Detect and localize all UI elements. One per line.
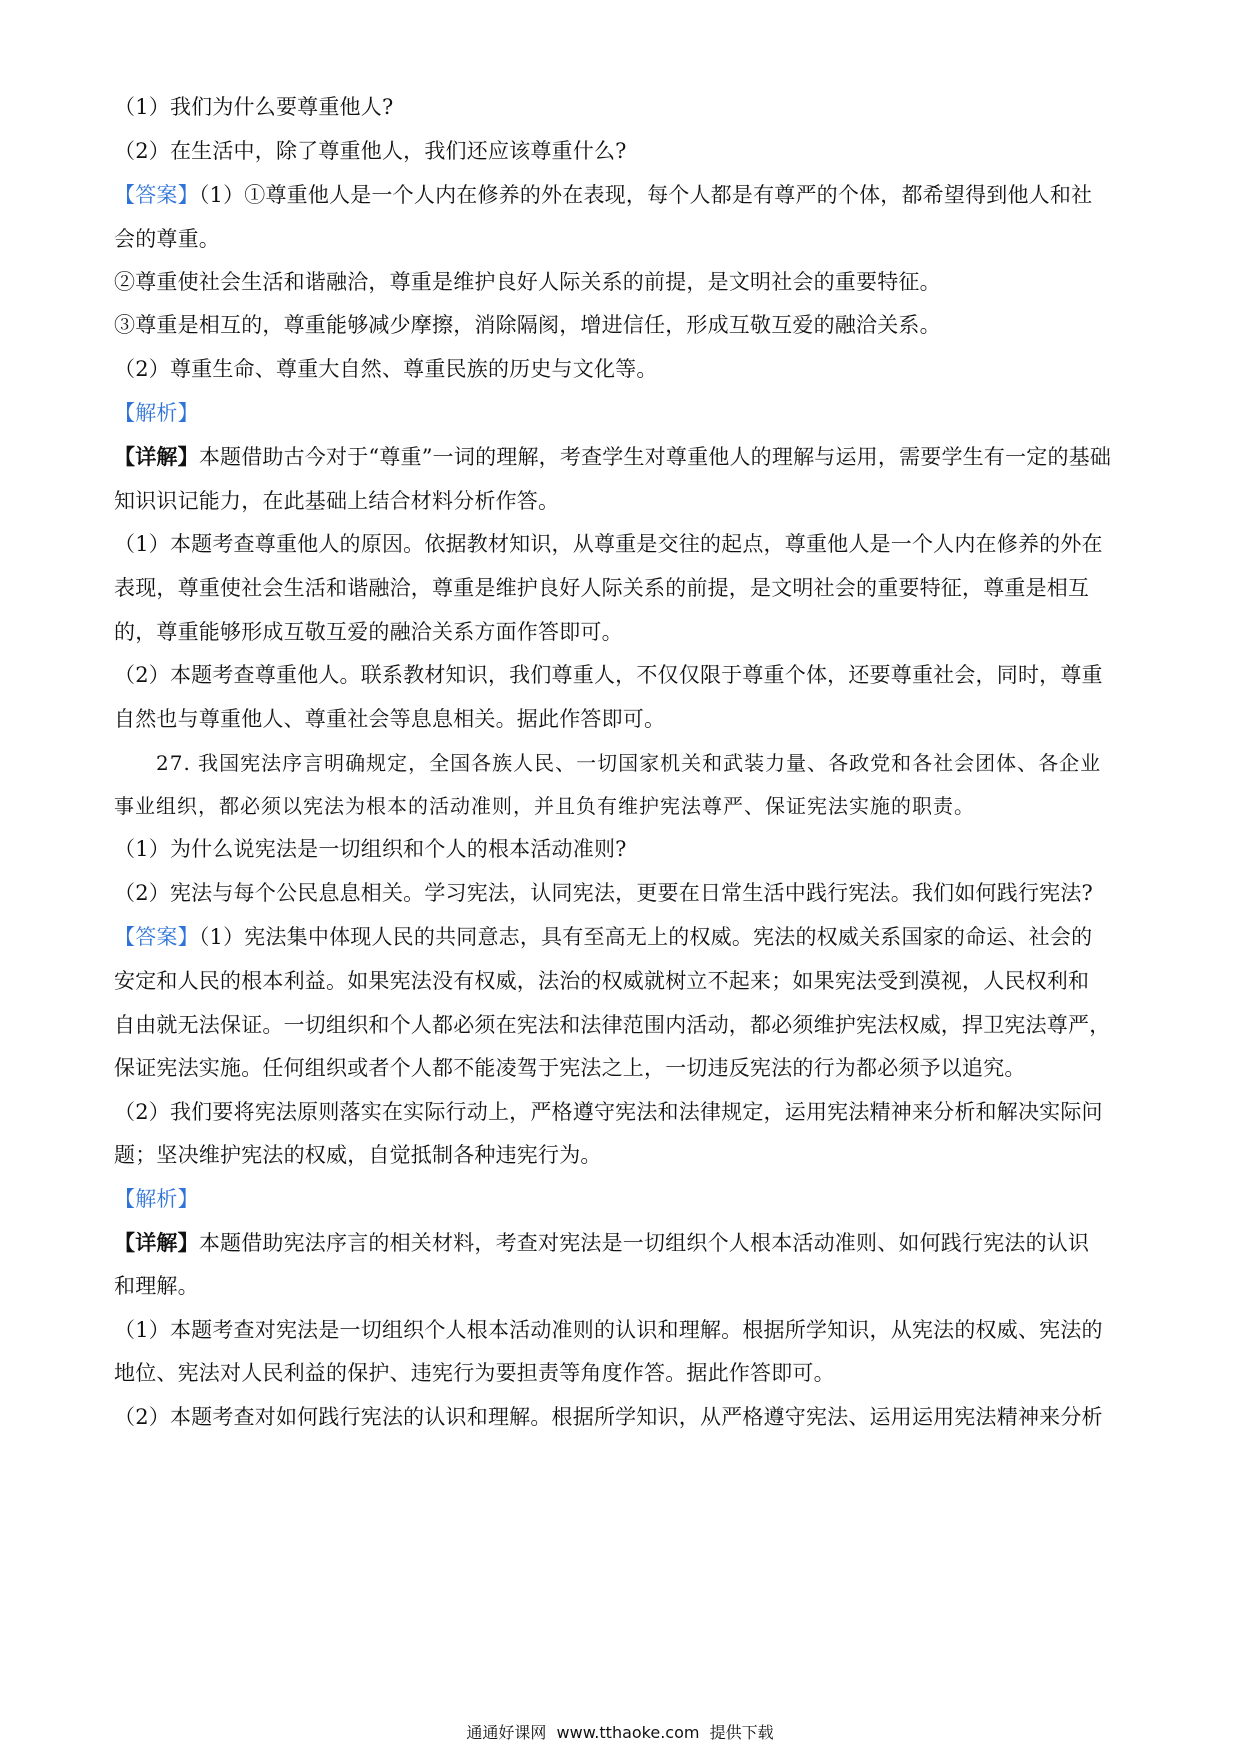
footer-suffix: 提供下载 [709,1723,774,1742]
detail-line-2: 知识识记能力，在此基础上结合材料分析作答。 [114,489,560,513]
answer-line-3: ②尊重使社会生活和谐融洽，尊重是维护良好人际关系的前提，是文明社会的重要特征。 [114,270,941,294]
detail-tag: 【详解】 [114,1230,199,1255]
answer-27-line-4: 保证宪法实施。任何组织或者个人都不能凌驾于宪法之上，一切违反宪法的行为都必须予以追究。 [114,1056,1026,1080]
analysis-27-heading [114,1184,1134,1214]
detail-line-5: 的，尊重能够形成互敬互爱的融洽关系方面作答即可。 [114,620,623,644]
detail-text: 本题借助宪法序言的相关材料，考查对宪法是一切组织个人根本活动准则、如何践行宪法的认识 [198,1231,1090,1255]
answer-27-line-2: 安定和人民的根本利益。如果宪法没有权威，法治的权威就树立不起来；如果宪法受到漠视，人民权利和 [114,969,1090,993]
question-27-line-2: 事业组织，都必须以宪法为根本的活动准则，并且负有维护宪法尊严、保证宪法实施的职责。 [114,794,975,818]
detail-tag: 【详解】 [114,444,199,469]
detail-27-line-2: 和理解。 [114,1274,199,1298]
question-2: （2）在生活中，除了尊重他人，我们还应该尊重什么? [114,139,627,163]
answer-27-line-3: 自由就无法保证。一切组织和个人都必须在宪法和法律范围内活动，都必须维护宪法权威，捍卫宪法尊严， [114,1013,1111,1037]
detail-line-1 [114,442,1134,472]
answer-text: （1）宪法集中体现人民的共同意志，具有至高无上的权威。宪法的权威关系国家的命运、社会的 [198,925,1093,949]
answer-27-line-6: 题；坚决维护宪法的权威，自觉抵制各种违宪行为。 [114,1143,602,1167]
analysis-tag: 【解析】 [114,401,199,425]
answer-text: （1）①尊重他人是一个人内在修养的外在表现，每个人都是有尊严的个体，都希望得到他人和社 [198,183,1093,207]
detail-line-6: （2）本题考查尊重他人。联系教材知识，我们尊重人，不仅仅限于尊重个体，还要尊重社会，同时，尊重 [114,663,1103,687]
detail-text: 本题借助古今对于“尊重”一词的理解，考查学生对尊重他人的理解与运用，需要学生有一定的基础 [198,445,1112,469]
analysis-heading [114,398,1134,428]
question-27-sub-2: （2）宪法与每个公民息息相关。学习宪法，认同宪法，更要在日常生活中践行宪法。我们如何践行宪法? [114,881,1094,905]
detail-line-4: 表现，尊重使社会生活和谐融洽，尊重是维护良好人际关系的前提，是文明社会的重要特征，尊重是相互 [114,576,1090,600]
detail-27-line-5: （2）本题考查对如何践行宪法的认识和理解。根据所学知识，从严格遵守宪法、运用运用宪法精神来分析 [114,1405,1103,1429]
answer-tag: 【答案】 [114,925,199,949]
question-27-sub-1: （1）为什么说宪法是一切组织和个人的根本活动准则? [114,837,627,861]
page-footer [0,1722,1240,1744]
footer-url-link[interactable]: www.tthaoke.com [556,1723,700,1742]
answer-line-4: ③尊重是相互的，尊重能够减少摩擦，消除隔阂，增进信任，形成互敬互爱的融洽关系。 [114,313,941,337]
detail-27-line-1 [114,1228,1134,1258]
detail-line-3: （1）本题考查尊重他人的原因。依据教材知识，从尊重是交往的起点，尊重他人是一个人内在修养的外在 [114,532,1103,556]
analysis-tag: 【解析】 [114,1187,199,1211]
answer-line-5: （2）尊重生命、尊重大自然、尊重民族的历史与文化等。 [114,357,658,381]
detail-27-line-3: （1）本题考查对宪法是一切组织个人根本活动准则的认识和理解。根据所学知识，从宪法的权威、宪法的 [114,1318,1103,1342]
question-27-line-1: 27. 我国宪法序言明确规定，全国各族人民、一切国家机关和武装力量、各政党和各社会团体、各企业 [156,751,1102,775]
answer-tag: 【答案】 [114,183,199,207]
answer-27-line-1 [114,922,1134,952]
answer-27-line-5: （2）我们要将宪法原则落实在实际行动上，严格遵守宪法和法律规定，运用宪法精神来分析和解决实际问 [114,1100,1103,1124]
detail-line-7: 自然也与尊重他人、尊重社会等息息相关。据此作答即可。 [114,707,666,731]
footer-site-name: 通通好课网 [466,1723,547,1742]
answer-line-2: 会的尊重。 [114,227,220,251]
detail-27-line-4: 地位、宪法对人民利益的保护、违宪行为要担责等角度作答。据此作答即可。 [114,1361,835,1385]
question-1: （1）我们为什么要尊重他人? [114,95,394,119]
answer-line-1 [114,180,1134,210]
